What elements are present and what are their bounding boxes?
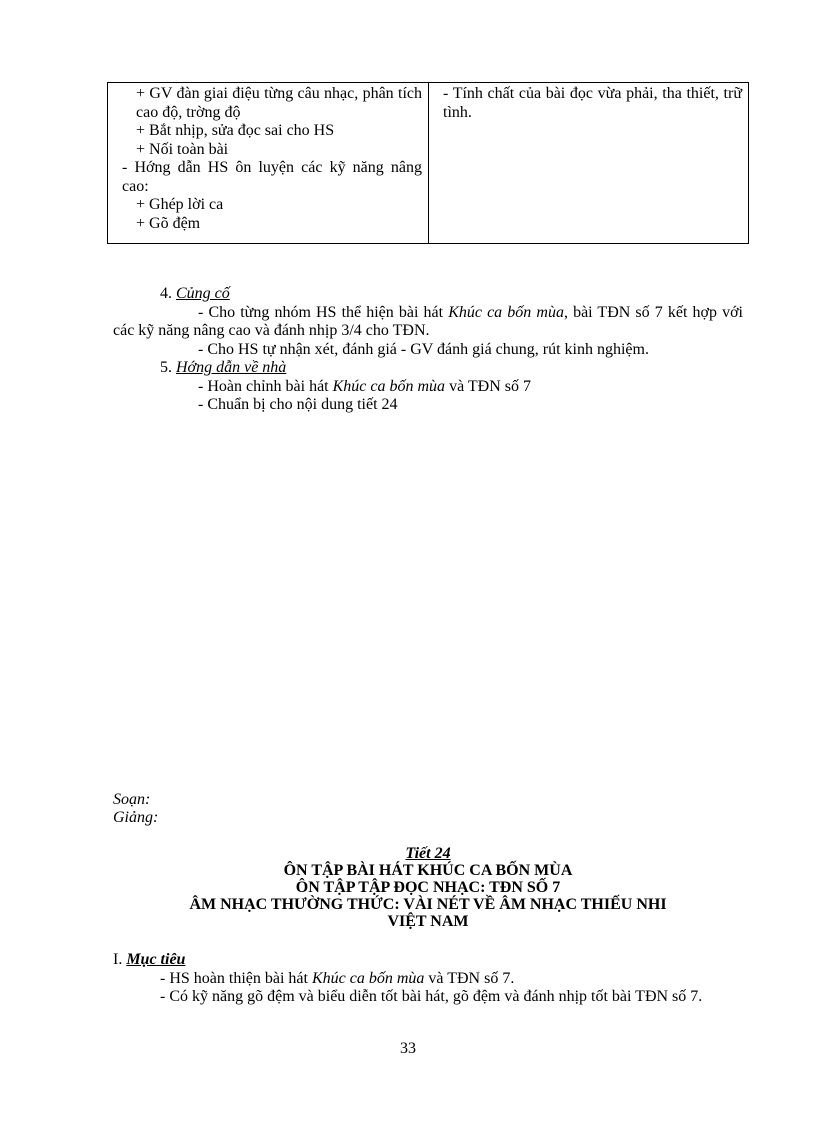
page-number: 33 (400, 1040, 416, 1057)
teacher-activity-cell (108, 83, 429, 244)
song-title: Khúc ca bốn mùa (311, 969, 425, 987)
table-line: + Gõ đệm (136, 214, 201, 232)
lesson-heading (113, 845, 743, 930)
section-number: 4. (160, 285, 172, 302)
consolidation-section (113, 285, 743, 415)
text-run: , bài TĐN số 7 kết hợp với các kỹ năng nâng cao và đánh nhịp 3/4 cho TĐN. (113, 303, 743, 339)
table-line: - Tính chất của bài đọc vừa phải, tha thiết, trữ tình. (443, 85, 742, 121)
section-heading (113, 285, 743, 304)
lesson-title-line: ÂM NHẠC THƯỜNG THỨC: VÀI NÉT VỀ ÂM NHẠC THIẾU NHI (189, 896, 667, 913)
table-line: - Hớng dẫn HS ôn luyện các kỹ năng nâng cao: (122, 159, 422, 195)
section-title: Hớng dẫn về nhà (176, 359, 287, 376)
text-run: - Cho từng nhóm HS thể hiện bài hát (198, 303, 449, 321)
table-line: + Ghép lời ca (136, 196, 224, 213)
lesson-title-line: ÔN TẬP TẬP ĐỌC NHẠC: TĐN SỐ 7 (295, 879, 561, 896)
objective-item-2: - Có kỹ năng gõ đệm và biểu diễn tốt bài hát, gõ đệm và đánh nhịp tốt bài TĐN số 7. (160, 988, 703, 1005)
consolidation-item-1 (113, 304, 743, 341)
prepared-label: Soạn: (113, 791, 151, 808)
consolidation-item-2: - Cho HS tự nhận xét, đánh giá - GV đánh giá chung, rút kinh nghiệm. (198, 340, 649, 358)
text-run: và TĐN số 7 (445, 377, 531, 395)
homework-item-1 (113, 378, 743, 397)
table-line: + GV đàn giai điệu từng câu nhạc, phân tích cao độ, trờng độ (136, 85, 422, 121)
activity-table (107, 82, 749, 244)
song-title: Khúc ca bốn mùa (448, 303, 564, 321)
text-run: và TĐN số 7. (424, 969, 515, 987)
objectives-section (113, 951, 743, 1007)
homework-item-2: - Chuẩn bị cho nội dung tiết 24 (198, 396, 398, 413)
section-title: Củng cố (176, 285, 230, 302)
section-number: 5. (160, 359, 172, 376)
lesson-number: Tiết 24 (405, 845, 451, 862)
table-row (108, 83, 749, 244)
text-run: - Hoàn chỉnh bài hát (198, 377, 333, 395)
song-title: Khúc ca bốn mùa (332, 377, 446, 395)
student-activity-cell (429, 83, 749, 244)
lesson-title-line: ÔN TẬP BÀI HÁT KHÚC CA BỐN MÙA (283, 862, 573, 879)
objective-item-1 (113, 970, 743, 989)
section-heading (113, 359, 743, 378)
section-heading (113, 951, 743, 970)
table-line: + Bắt nhịp, sửa đọc sai cho HS (136, 122, 335, 139)
lesson-title-line: VIỆT NAM (387, 913, 469, 930)
section-number: I. (113, 951, 123, 968)
text-run: - HS hoàn thiện bài hát (160, 969, 312, 987)
table-line: + Nối toàn bài (136, 140, 229, 158)
section-title: Mục tiêu (126, 951, 186, 968)
taught-label: Giảng: (113, 809, 159, 826)
